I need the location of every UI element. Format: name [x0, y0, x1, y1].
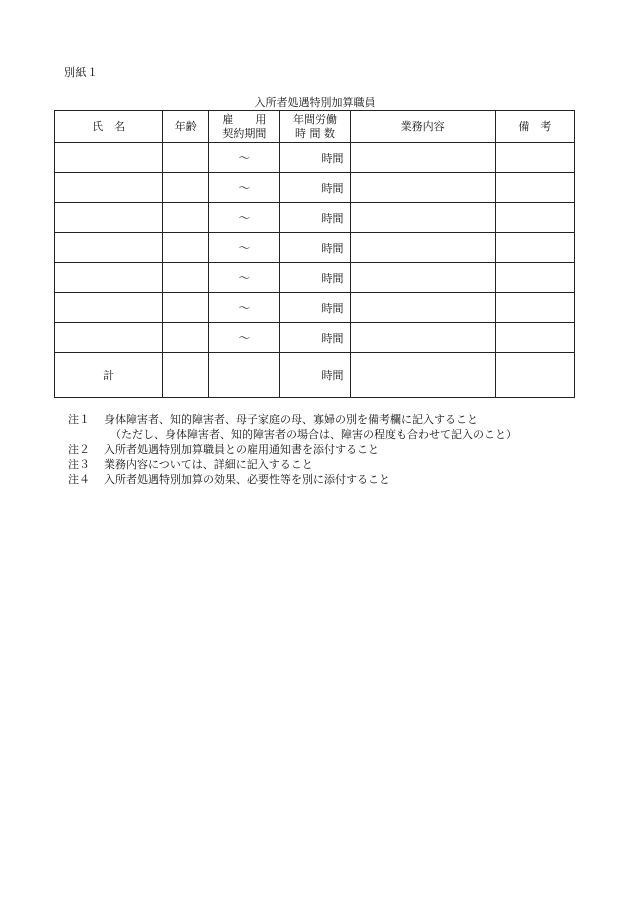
- header-period-line2: 契約期間: [222, 126, 267, 140]
- header-duties: 業務内容: [350, 111, 495, 143]
- header-period-line1: 雇 用: [222, 112, 267, 126]
- cell-hours[interactable]: 時間: [280, 263, 350, 293]
- cell-name[interactable]: [55, 233, 163, 263]
- cell-name[interactable]: [55, 263, 163, 293]
- note-2: [68, 442, 517, 457]
- total-age-cell: [163, 353, 209, 398]
- cell-duties[interactable]: [350, 173, 495, 203]
- table-row: [55, 233, 575, 263]
- cell-hours[interactable]: 時間: [280, 173, 350, 203]
- cell-duties[interactable]: [350, 293, 495, 323]
- total-duties-cell: [350, 353, 495, 398]
- note-number: 注４: [68, 473, 90, 486]
- cell-age[interactable]: [163, 293, 209, 323]
- table-row: [55, 263, 575, 293]
- cell-age[interactable]: [163, 173, 209, 203]
- cell-age[interactable]: [163, 263, 209, 293]
- cell-name[interactable]: [55, 323, 163, 353]
- note-number: 注２: [68, 443, 90, 456]
- cell-name[interactable]: [55, 203, 163, 233]
- cell-notes[interactable]: [495, 263, 574, 293]
- total-period-cell: [209, 353, 280, 398]
- table-row: [55, 173, 575, 203]
- table-row: [55, 203, 575, 233]
- header-annual-hours: [280, 111, 350, 143]
- notes-section: [68, 412, 517, 487]
- cell-duties[interactable]: [350, 263, 495, 293]
- header-notes: 備 考: [495, 111, 574, 143]
- cell-notes[interactable]: [495, 233, 574, 263]
- staff-table: [54, 110, 575, 398]
- cell-duties[interactable]: [350, 143, 495, 173]
- cell-age[interactable]: [163, 203, 209, 233]
- note-1-continuation: （ただし、身体障害者、知的障害者の場合は、障害の程度も合わせて記入のこと）: [110, 428, 517, 441]
- note-1: [68, 412, 517, 427]
- attachment-label: 別紙１: [64, 66, 99, 79]
- table-row: [55, 143, 575, 173]
- cell-hours[interactable]: 時間: [280, 233, 350, 263]
- cell-notes[interactable]: [495, 203, 574, 233]
- cell-period[interactable]: 〜: [209, 143, 280, 173]
- cell-notes[interactable]: [495, 173, 574, 203]
- cell-duties[interactable]: [350, 323, 495, 353]
- total-hours[interactable]: 時間: [280, 353, 350, 398]
- header-employment-period: [209, 111, 280, 143]
- cell-age[interactable]: [163, 323, 209, 353]
- cell-name[interactable]: [55, 173, 163, 203]
- cell-duties[interactable]: [350, 233, 495, 263]
- cell-period[interactable]: 〜: [209, 293, 280, 323]
- cell-hours[interactable]: 時間: [280, 323, 350, 353]
- cell-notes[interactable]: [495, 293, 574, 323]
- cell-age[interactable]: [163, 233, 209, 263]
- cell-age[interactable]: [163, 143, 209, 173]
- table-row: [55, 323, 575, 353]
- header-age: 年齢: [163, 111, 209, 143]
- total-label: 計: [55, 353, 163, 398]
- header-hours-line2: 時 間 数: [294, 126, 335, 140]
- cell-notes[interactable]: [495, 143, 574, 173]
- table-row: [55, 293, 575, 323]
- cell-period[interactable]: 〜: [209, 263, 280, 293]
- cell-name[interactable]: [55, 293, 163, 323]
- cell-period[interactable]: 〜: [209, 173, 280, 203]
- cell-period[interactable]: 〜: [209, 233, 280, 263]
- cell-hours[interactable]: 時間: [280, 203, 350, 233]
- note-text: 入所者処遇特別加算の効果、必要性等を別に添付すること: [104, 473, 390, 486]
- total-notes-cell: [495, 353, 574, 398]
- note-4: [68, 472, 517, 487]
- header-hours-line1: 年間労働: [292, 112, 337, 126]
- cell-notes[interactable]: [495, 323, 574, 353]
- note-text: 入所者処遇特別加算職員との雇用通知書を添付すること: [104, 443, 379, 456]
- note-text: 身体障害者、知的障害者、母子家庭の母、寡婦の別を備考欄に記入すること: [104, 413, 478, 426]
- cell-period[interactable]: 〜: [209, 323, 280, 353]
- note-number: 注１: [68, 413, 90, 426]
- note-number: 注３: [68, 458, 90, 471]
- cell-name[interactable]: [55, 143, 163, 173]
- header-name: 氏 名: [55, 111, 163, 143]
- note-3: [68, 457, 517, 472]
- cell-duties[interactable]: [350, 203, 495, 233]
- total-row: [55, 353, 575, 398]
- cell-hours[interactable]: 時間: [280, 293, 350, 323]
- cell-period[interactable]: 〜: [209, 203, 280, 233]
- note-text: 業務内容については、詳細に記入すること: [104, 458, 313, 471]
- table-title: 入所者処遇特別加算職員: [254, 96, 376, 109]
- table-header-row: [55, 111, 575, 143]
- cell-hours[interactable]: 時間: [280, 143, 350, 173]
